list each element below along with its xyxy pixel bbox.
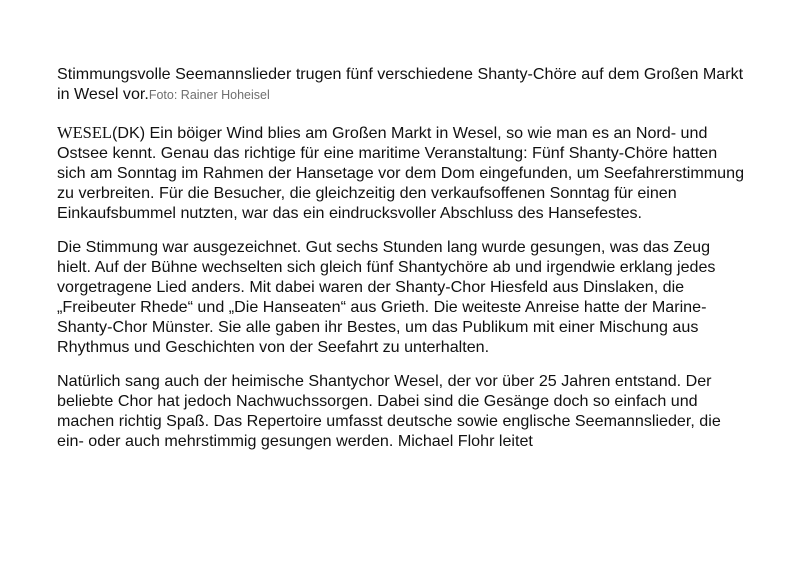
photo-credit: Foto: Rainer Hoheisel xyxy=(148,88,270,102)
article-paragraph-3 xyxy=(57,371,747,451)
article-paragraph-2 xyxy=(57,237,747,357)
article-paragraph-1 xyxy=(57,123,747,223)
paragraph-3-text: Natürlich sang auch der heimische Shantychor Wesel, der vor über 25 Jahren entstand. Der beliebte Chor hat jedoch Nachwuchssorgen. Dabei sind die Gesänge doch so einfach und machen richtig Spaß. Das Repertoire umfasst deutsche sowie englische Seemannslieder, die ein- oder auch mehrstimmig gesungen werden. Michael Flohr leitet xyxy=(57,372,721,450)
photo-caption xyxy=(57,64,747,105)
paragraph-2-text: Die Stimmung war ausgezeichnet. Gut sechs Stunden lang wurde gesungen, was das Zeug hielt. Auf der Bühne wechselten sich gleich fünf Shantychöre ab und irgendwie erklang jedes vorgetragene Lied anders. Mit dabei waren der Shanty-Chor Hiesfeld aus Dinslaken, die „Freibeuter Rhede“ und „Die Hanseaten“ aus Grieth. Die weiteste Anreise hatte der Marine-Shanty-Chor Münster. Sie alle gaben ihr Bestes, um das Publikum mit einer Mischung aus Rhythmus und Geschichten von der Seefahrt zu unterhalten. xyxy=(57,238,716,356)
caption-text: Stimmungsvolle Seemannslieder trugen fünf verschiedene Shanty-Chöre auf dem Großen Markt in Wesel vor. xyxy=(57,65,744,103)
paragraph-1-text: (DK) Ein böiger Wind blies am Großen Markt in Wesel, so wie man es an Nord- und Ostsee kennt. Genau das richtige für eine maritime Veranstaltung: Fünf Shanty-Chöre hatten sich am Sonntag im Rahmen der Hansetage vor dem Dom eingefunden, um Seefahrerstimmung zu verbreiten. Für die Besucher, die gleichzeitig den verkaufsoffenen Sonntag für einen Einkaufsbummel nutzten, war das ein eindrucksvoller Abschluss des Hansefestes. xyxy=(57,124,745,222)
article-page xyxy=(57,64,747,465)
dateline: WESEL xyxy=(57,123,112,142)
